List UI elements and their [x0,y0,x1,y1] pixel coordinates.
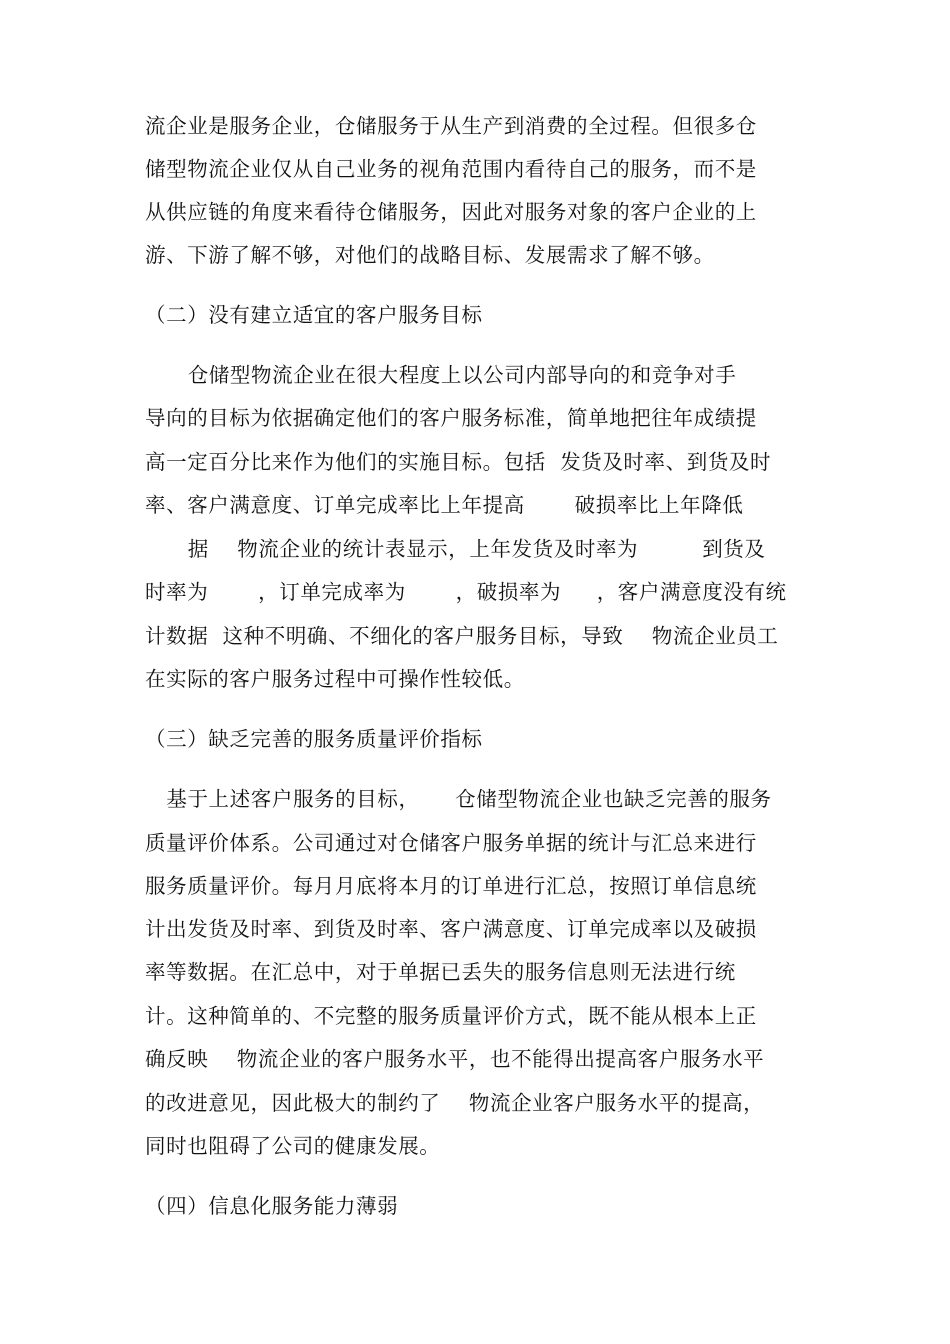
paragraph-4-line-8: 的改进意见，因此极大的制约了 物流企业客户服务水平的提高， [145,1091,765,1115]
paragraph-3-line-1: 据 物流企业的统计表显示，上年发货及时率为 到货及 [145,537,766,561]
section-heading-4: （四）信息化服务能力薄弱 [145,1194,399,1218]
paragraph-2-line-4: 率、客户满意度、订单完成率比上年提高 破损率比上年降低 [145,493,744,517]
paragraph-4-line-3: 服务质量评价。每月月底将本月的订单进行汇总，按照订单信息统 [145,874,757,898]
paragraph-4-line-6: 计。这种简单的、不完整的服务质量评价方式，既不能从根本上正 [145,1004,757,1028]
paragraph-3-line-2: 时率为 ，订单完成率为 ，破损率为 ，客户满意度没有统 [145,580,787,604]
paragraph-4-line-1: 基于上述客户服务的目标， 仓储型物流企业也缺乏完善的服务 [145,787,772,811]
section-heading-2: （二）没有建立适宜的客户服务目标 [145,303,483,327]
paragraph-2-line-1: 仓储型物流企业在很大程度上以公司内部导向的和竞争对手 [145,363,737,387]
paragraph-4-line-7: 确反映 物流企业的客户服务水平，也不能得出提高客户服务水平 [145,1047,765,1071]
paragraph-3-line-3: 计数据 这种不明确、不细化的客户服务目标，导致 物流企业员工 [145,624,779,648]
paragraph-1-line-4: 游、下游了解不够，对他们的战略目标、发展需求了解不够。 [145,243,715,267]
paragraph-1-line-1: 流企业是服务企业，仓储服务于从生产到消费的全过程。但很多仓 [145,114,757,138]
paragraph-4-line-4: 计出发货及时率、到货及时率、客户满意度、订单完成率以及破损 [145,917,757,941]
paragraph-1-line-3: 从供应链的角度来看待仓储服务，因此对服务对象的客户企业的上 [145,200,757,224]
paragraph-3-line-4: 在实际的客户服务过程中可操作性较低。 [145,667,525,691]
paragraph-4-line-5: 率等数据。在汇总中，对于单据已丢失的服务信息则无法进行统 [145,960,736,984]
paragraph-4-line-9: 同时也阻碍了公司的健康发展。 [145,1134,441,1158]
paragraph-2-line-2: 导向的目标为依据确定他们的客户服务标准，简单地把往年成绩提 [145,406,757,430]
paragraph-4-line-2: 质量评价体系。公司通过对仓储客户服务单据的统计与汇总来进行 [145,831,757,855]
section-heading-3: （三）缺乏完善的服务质量评价指标 [145,727,483,751]
paragraph-2-line-3: 高一定百分比来作为他们的实施目标。包括 发货及时率、到货及时 [145,450,772,474]
paragraph-1-line-2: 储型物流企业仅从自己业务的视角范围内看待自己的服务，而不是 [145,157,757,181]
